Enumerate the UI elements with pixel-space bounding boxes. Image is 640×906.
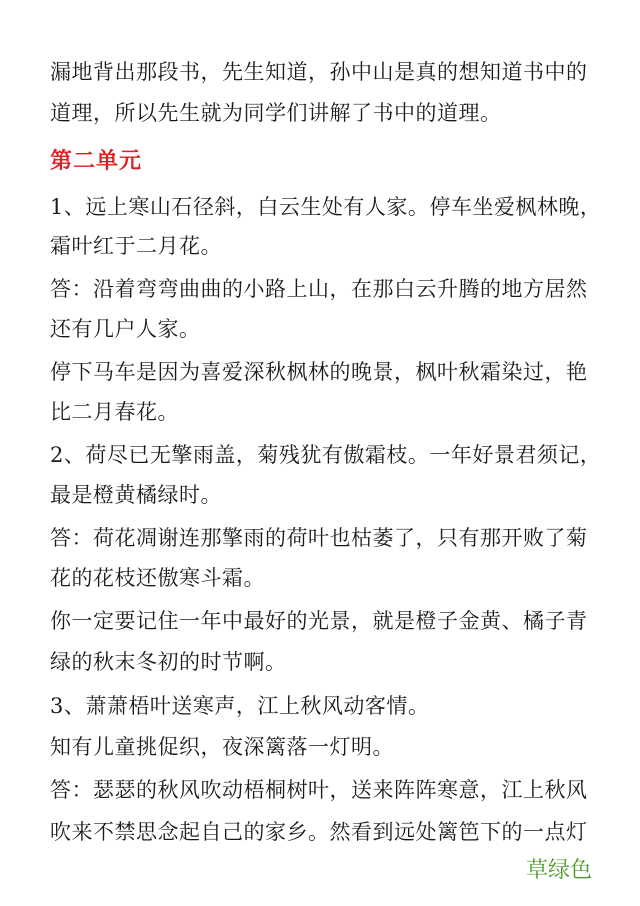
text-line: 停下马车是因为喜爱深秋枫林的晚景，枫叶秋霜染过，艳 [50, 360, 588, 384]
text-line: 漏地背出那段书，先生知道，孙中山是真的想知道书中的 [50, 60, 588, 84]
text-line: 比二月春花。 [50, 400, 179, 424]
text-line: 1、远上寒山石径斜，白云生处有人家。停车坐爱枫林晚， [50, 195, 602, 219]
text-line: 花的花枝还傲寒斗霜。 [50, 566, 265, 590]
text-line: 答：沿着弯弯曲曲的小路上山，在那白云升腾的地方居然 [50, 277, 588, 301]
text-line: 2、荷尽已无擎雨盖，菊残犹有傲霜枝。一年好景君须记， [50, 443, 602, 467]
text-line: 还有几户人家。 [50, 317, 201, 341]
text-line: 道理，所以先生就为同学们讲解了书中的道理。 [50, 101, 502, 125]
text-line: 知有儿童挑促织，夜深篱落一灯明。 [50, 735, 394, 759]
text-line: 你一定要记住一年中最好的光景，就是橙子金黄、橘子青 [50, 609, 588, 633]
text-line: 答：瑟瑟的秋风吹动梧桐树叶，送来阵阵寒意，江上秋风 [50, 778, 588, 802]
text-line: 绿的秋末冬初的时节啊。 [50, 650, 287, 674]
section-heading: 第二单元 [50, 148, 143, 174]
text-line: 吹来不禁思念起自己的家乡。然看到远处篱笆下的一点灯 [50, 820, 588, 844]
watermark-label: 草绿色 [525, 858, 592, 883]
text-line: 霜叶红于二月花。 [50, 234, 222, 258]
text-line: 答：荷花凋谢连那擎雨的荷叶也枯萎了，只有那开败了菊 [50, 526, 588, 550]
text-line: 最是橙黄橘绿时。 [50, 483, 222, 507]
text-line: 3、萧萧梧叶送寒声，江上秋风动客情。 [50, 694, 430, 718]
